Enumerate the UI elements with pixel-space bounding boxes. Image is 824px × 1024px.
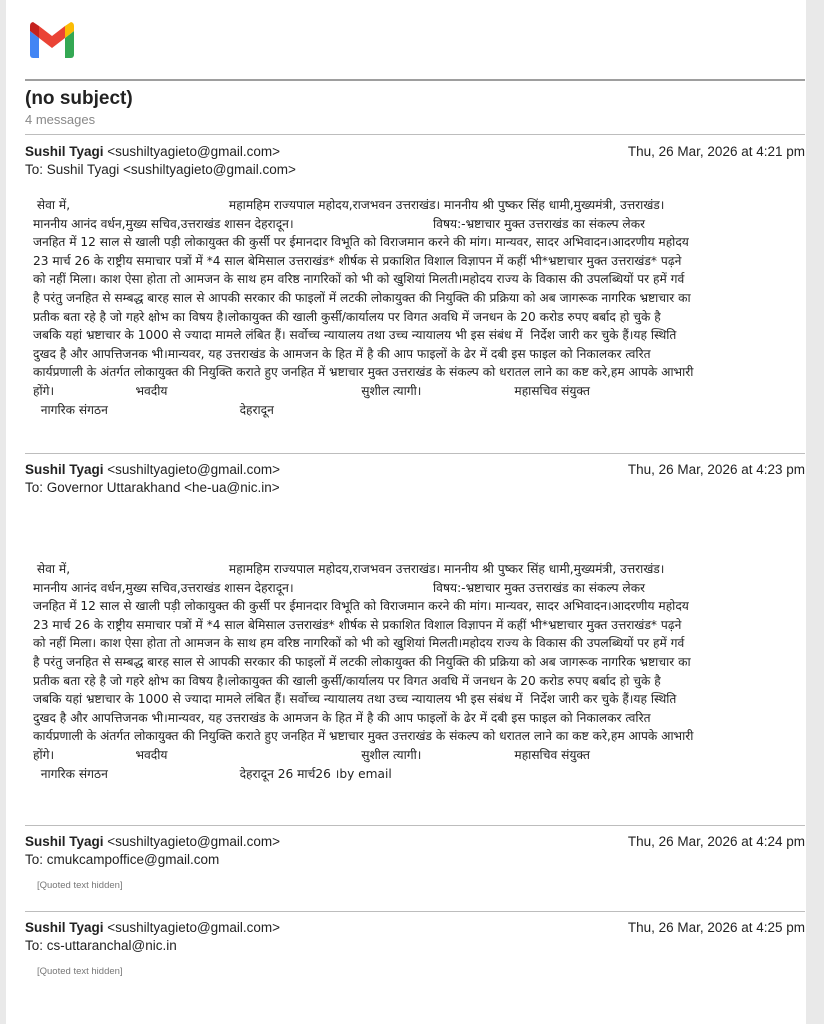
message-count: 4 messages (25, 112, 96, 127)
body-line: को नहीं मिला। काश ऐसा होता तो आमजन के साथ हम वरिष्ठ नागरिकों को भी को खुशियां मिलती।महोदय राज्य के विकास की उपलब्धियों पर हमें गर्व (33, 272, 685, 287)
sender-name: Sushil Tyagi (25, 834, 104, 849)
body-line: है परंतु जनहित से सम्बद्ध बारह साल से आपकी सरकार की फाइलों में लटकी लोकायुक्त की नियुक्ति की प्रक्रिया को अब जागरूक नागरिक भ्रष्टाचार का (33, 290, 691, 305)
message-2 (25, 462, 805, 783)
body-line: 23 मार्च 26 के राष्ट्रीय समाचार पत्रों में *4 साल बेमिसाल उत्तराखंड* शीर्षक से प्रकाशित विशाल विज्ञापन में कहीं भी*भ्रष्टाचार मुक्त उत्तराखंड* पढ़ने (33, 253, 682, 268)
body-line: नागरिक संगठन देहरादून 26 मार्च26 ।by email (33, 766, 392, 781)
body-line: सेवा में, महामहिम राज्यपाल महोदय,राजभवन उत्तराखंड। माननीय श्री पुष्कर सिंह धामी,मुख्यमंत्री, उत्तराखंड। (33, 562, 665, 576)
body-line: कार्यप्रणाली के अंतर्गत लोकायुक्त की नियुक्ति कराते हुए जनहित में भ्रष्टाचार मुक्त उत्तराखंड के संकल्प को धरातल लाने का कष्ट करे,हम आपके आभारी (33, 729, 694, 744)
message-divider (25, 911, 805, 912)
body-line: जनहित में 12 साल से खाली पड़ी लोकायुक्त की कुर्सी पर ईमानदार विभूति को विराजमान करने की मांग। मान्यवर, सादर अभिवादन।आदरणीय महोदय (33, 235, 689, 250)
message-header (25, 920, 805, 938)
recipient: To: cmukcampoffice@gmail.com (25, 852, 220, 867)
message-body (33, 196, 803, 419)
body-line: दुखद है और आपत्तिजनक भी।मान्यवर, यह उत्तराखंड के आमजन के हित में है की आप फाइलों के ढेर में दबी इस फाइल को निकालकर त्वरित (33, 710, 651, 725)
sender-name: Sushil Tyagi (25, 462, 104, 477)
message-header (25, 144, 805, 162)
sender-email: <sushiltyagieto@gmail.com> (107, 834, 281, 849)
body-line: दुखद है और आपत्तिजनक भी।मान्यवर, यह उत्तराखंड के आमजन के हित में है की आप फाइलों के ढेर में दबी इस फाइल को निकालकर त्वरित (33, 346, 651, 361)
body-line: होंगे। भवदीय सुशील त्यागी। महासचिव संयुक्त (33, 747, 590, 762)
sender-email: <sushiltyagieto@gmail.com> (107, 920, 281, 935)
recipient: To: Governor Uttarakhand <he-ua@nic.in> (25, 480, 280, 495)
quoted-text-hidden[interactable]: [Quoted text hidden] (37, 966, 123, 977)
sender-email: <sushiltyagieto@gmail.com> (107, 144, 281, 159)
body-line: प्रतीक बता रहे है जो गहरे क्षोभ का विषय है।लोकायुक्त की खाली कुर्सी/कार्यालय पर विगत अवधि में जनधन के 20 करोड रुपए बर्बाद हो चुके है (33, 673, 661, 688)
quoted-text-hidden[interactable]: [Quoted text hidden] (37, 880, 123, 891)
message-1 (25, 144, 805, 419)
message-4 (25, 920, 805, 977)
message-header (25, 462, 805, 480)
message-date: Thu, 26 Mar, 2026 at 4:23 pm (627, 462, 805, 477)
header-divider (25, 79, 805, 81)
body-line: है परंतु जनहित से सम्बद्ध बारह साल से आपकी सरकार की फाइलों में लटकी लोकायुक्त की नियुक्ति की प्रक्रिया को अब जागरूक नागरिक भ्रष्टाचार का (33, 654, 691, 669)
message-header (25, 834, 805, 852)
body-line: जनहित में 12 साल से खाली पड़ी लोकायुक्त की कुर्सी पर ईमानदार विभूति को विराजमान करने की मांग। मान्यवर, सादर अभिवादन।आदरणीय महोदय (33, 599, 689, 614)
message-3 (25, 834, 805, 891)
message-date: Thu, 26 Mar, 2026 at 4:25 pm (627, 920, 805, 935)
message-date: Thu, 26 Mar, 2026 at 4:21 pm (627, 144, 805, 159)
body-line: जबकि यहां भ्रष्टाचार के 1000 से ज्यादा मामले लंबित हैं। सर्वोच्च न्यायालय तथा उच्च न्यायालय भी इस संबंध में निर्देश जारी कर चुके हैं।यह स्थिति (33, 692, 677, 707)
body-line: 23 मार्च 26 के राष्ट्रीय समाचार पत्रों में *4 साल बेमिसाल उत्तराखंड* शीर्षक से प्रकाशित विशाल विज्ञापन में कहीं भी*भ्रष्टाचार मुक्त उत्तराखंड* पढ़ने (33, 617, 682, 632)
recipient: To: cs-uttaranchal@nic.in (25, 938, 177, 953)
message-divider (25, 453, 805, 454)
body-line: सेवा में, महामहिम राज्यपाल महोदय,राजभवन उत्तराखंड। माननीय श्री पुष्कर सिंह धामी,मुख्यमंत्री, उत्तराखंड। (33, 198, 665, 212)
body-line: माननीय आनंद वर्धन,मुख्य सचिव,उत्तराखंड शासन देहरादून। विषय:-भ्रष्टाचार मुक्त उत्तराखंड का संकल्प लेकर (33, 216, 646, 231)
message-body (33, 560, 803, 783)
message-divider (25, 134, 805, 135)
body-line: माननीय आनंद वर्धन,मुख्य सचिव,उत्तराखंड शासन देहरादून। विषय:-भ्रष्टाचार मुक्त उत्तराखंड का संकल्प लेकर (33, 580, 646, 595)
body-line: प्रतीक बता रहे है जो गहरे क्षोभ का विषय है।लोकायुक्त की खाली कुर्सी/कार्यालय पर विगत अवधि में जनधन के 20 करोड रुपए बर्बाद हो चुके है (33, 309, 661, 324)
sender-email: <sushiltyagieto@gmail.com> (107, 462, 281, 477)
message-date: Thu, 26 Mar, 2026 at 4:24 pm (627, 834, 805, 849)
recipient: To: Sushil Tyagi <sushiltyagieto@gmail.com> (25, 162, 296, 177)
thread-subject: (no subject) (25, 88, 133, 109)
sender-name: Sushil Tyagi (25, 920, 104, 935)
body-line: होंगे। भवदीय सुशील त्यागी। महासचिव संयुक्त (33, 383, 590, 398)
print-page (6, 0, 806, 1024)
body-line: कार्यप्रणाली के अंतर्गत लोकायुक्त की नियुक्ति कराते हुए जनहित में भ्रष्टाचार मुक्त उत्तराखंड के संकल्प को धरातल लाने का कष्ट करे,हम आपके आभारी (33, 365, 694, 380)
sender-name: Sushil Tyagi (25, 144, 104, 159)
body-line: जबकि यहां भ्रष्टाचार के 1000 से ज्यादा मामले लंबित हैं। सर्वोच्च न्यायालय तथा उच्च न्यायालय भी इस संबंध में निर्देश जारी कर चुके हैं।यह स्थिति (33, 328, 677, 343)
message-divider (25, 825, 805, 826)
body-line: को नहीं मिला। काश ऐसा होता तो आमजन के साथ हम वरिष्ठ नागरिकों को भी को खुशियां मिलती।महोदय राज्य के विकास की उपलब्धियों पर हमें गर्व (33, 636, 685, 651)
gmail-logo (27, 22, 77, 60)
body-line: नागरिक संगठन देहरादून (33, 402, 274, 417)
